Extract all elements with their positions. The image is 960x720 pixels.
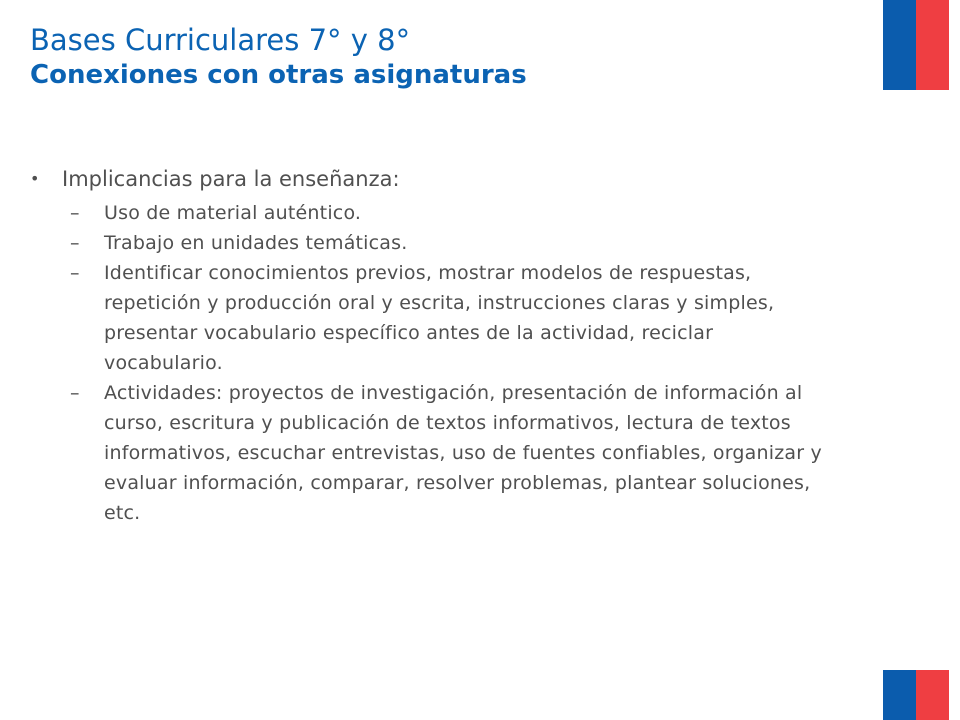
sub-bullet-item: [30, 378, 830, 528]
slide-title: [30, 22, 870, 92]
flag-blue-band: [883, 0, 916, 90]
title-line-2: Conexiones con otras asignaturas: [30, 60, 527, 90]
dash-icon: –: [70, 262, 80, 284]
slide-body: [30, 160, 830, 528]
flag-stripe-top: [883, 0, 949, 90]
sub-bullet-list: [30, 198, 830, 528]
bullet-text: Implicancias para la enseñanza:: [62, 167, 400, 191]
flag-red-band: [916, 670, 949, 720]
sub-bullet-item: [30, 258, 830, 378]
sub-bullet-item: [30, 198, 830, 228]
flag-stripe-bottom: [883, 670, 949, 720]
sub-bullet-text: Uso de material auténtico.: [104, 202, 362, 224]
sub-bullet-text: Actividades: proyectos de investigación, presentación de información al curso, escritura y publicación de textos informativos, lectura de textos informativos, escuchar entrevistas, uso de fuentes confiables, organizar y evaluar información, comparar, resolver problemas, plantear soluciones, etc.: [104, 382, 822, 524]
flag-red-band: [916, 0, 949, 90]
title-line-1: Bases Curriculares 7° y 8°: [30, 23, 411, 57]
dash-icon: –: [70, 232, 80, 254]
bullet-item: [30, 160, 830, 198]
sub-bullet-text: Identificar conocimientos previos, mostrar modelos de respuestas, repetición y producción oral y escrita, instrucciones claras y simples, presentar vocabulario específico antes de la actividad, reciclar vocabulario.: [104, 262, 775, 374]
sub-bullet-item: [30, 228, 830, 258]
flag-blue-band: [883, 670, 916, 720]
dash-icon: –: [70, 382, 80, 404]
sub-bullet-text: Trabajo en unidades temáticas.: [104, 232, 408, 254]
dash-icon: –: [70, 202, 80, 224]
bullet-icon: •: [30, 169, 40, 188]
